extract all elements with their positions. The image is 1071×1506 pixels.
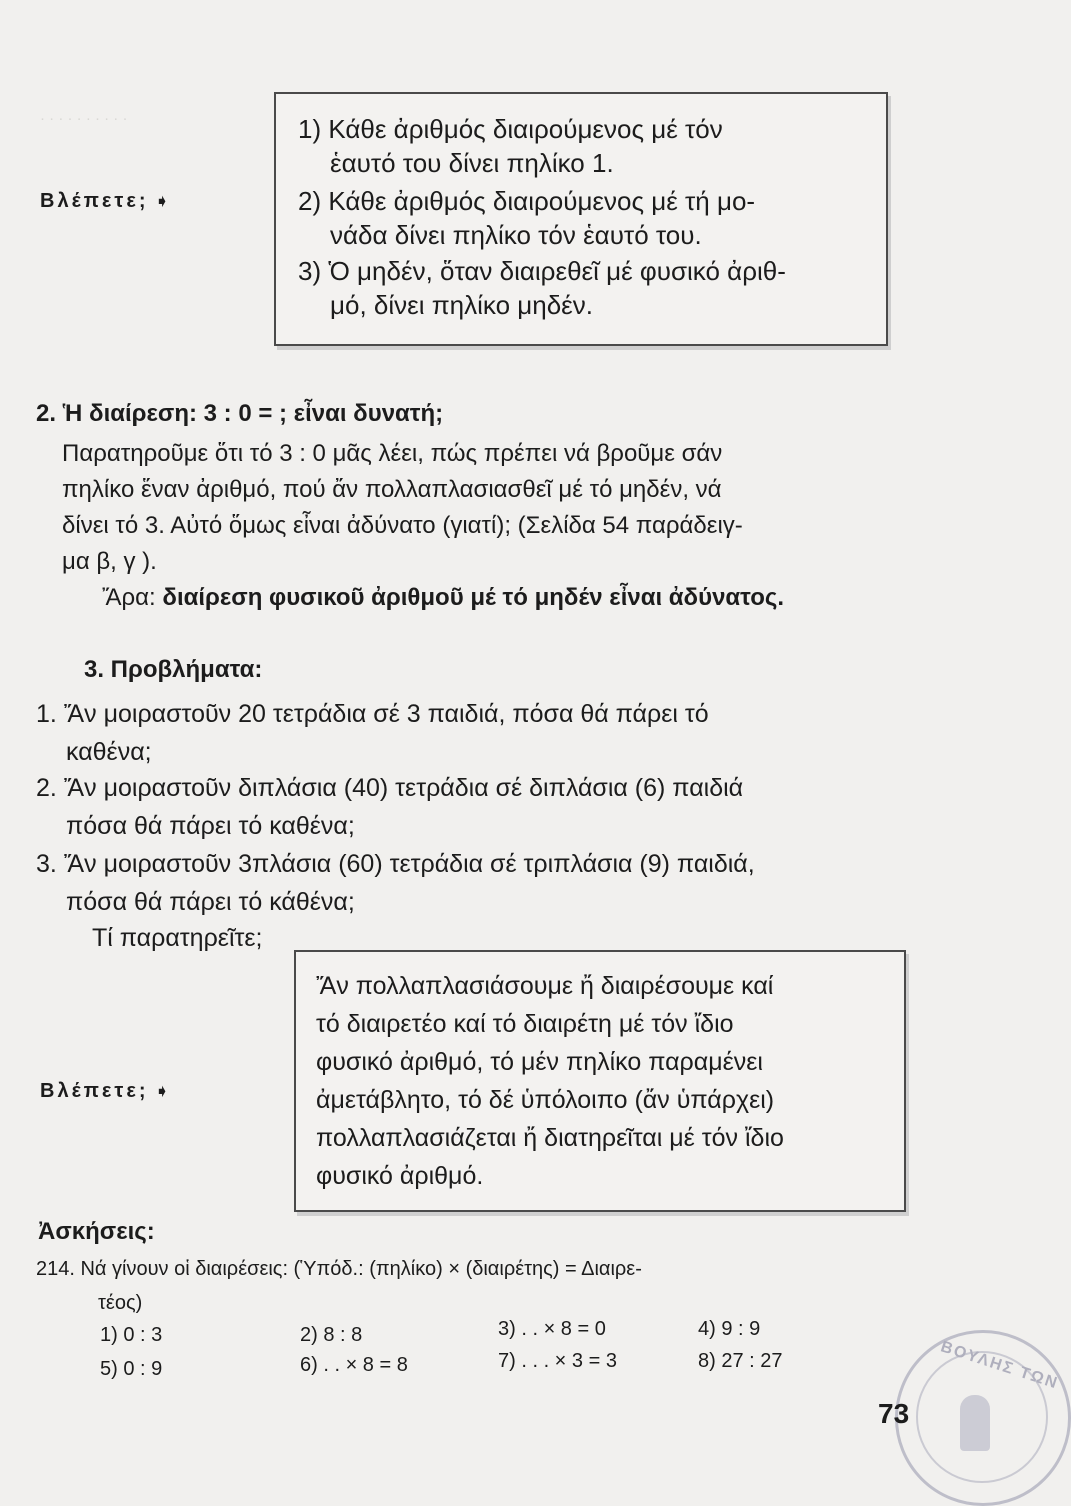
problem-1-line-2: καθένα; xyxy=(66,738,152,766)
problem-1-line-1: 1. Ἄν μοιραστοῦν 20 τετράδια σέ 3 παιδιά, πόσα θά πάρει τό xyxy=(36,700,709,728)
problem-3-line-1: 3. Ἄν μοιραστοῦν 3πλάσια (60) τετράδια σέ τριπλάσια (9) παιδιά, xyxy=(36,850,755,878)
rule-box-1 xyxy=(274,92,888,346)
rule-3-line-2: μό, δίνει πηλίκο μηδέν. xyxy=(330,290,593,320)
box-2-line-3: φυσικό ἀριθμό, τό μέν πηλίκο παραμένει xyxy=(316,1048,763,1076)
see-label-2-text: Βλέπετε; xyxy=(40,1080,149,1102)
section-2-heading: 2. Ἡ διαίρεση: 3 : 0 = ; εἶναι δυνατή; xyxy=(36,400,444,427)
rule-1-line-1: 1) Κάθε ἀριθμός διαιρούμενος μέ τόν xyxy=(298,114,723,144)
exercise-item: 8) 27 : 27 xyxy=(698,1350,783,1372)
problem-2-line-1: 2. Ἄν μοιραστοῦν διπλάσια (40) τετράδια σέ διπλάσια (6) παιδιά xyxy=(36,774,744,802)
box-2-line-4: ἀμετάβλητο, τό δέ ὑπόλοιπο (ἄν ὑπάρχει) xyxy=(316,1086,775,1114)
rule-box-2 xyxy=(294,950,906,1212)
section-2-para-line-1: Παρατηροῦμε ὅτι τό 3 : 0 μᾶς λέει, πώς πρέπει νά βροῦμε σάν xyxy=(62,440,723,467)
exercise-item: 6) . . × 8 = 8 xyxy=(300,1354,408,1376)
exercise-item: 1) 0 : 3 xyxy=(100,1324,163,1346)
exercise-214-line-2: τέος) xyxy=(98,1292,143,1314)
section-2-para-line-3: δίνει τό 3. Αὐτό ὅμως εἶναι ἀδύνατο (γιατί); (Σελίδα 54 παράδειγ- xyxy=(62,512,743,539)
arrow-icon: ➧ xyxy=(154,191,173,211)
rule-2-line-2: νάδα δίνει πηλίκο τόν ἑαυτό του. xyxy=(330,220,702,250)
conclusion-prefix: Ἄρα: xyxy=(102,584,163,611)
see-label-1-text: Βλέπετε; xyxy=(40,190,149,212)
arrow-icon: ➧ xyxy=(154,1081,173,1101)
rule-3-line-1: 3) Ὁ μηδέν, ὅταν διαιρεθεῖ μέ φυσικό ἀριθ- xyxy=(298,256,786,286)
exercise-item: 7) . . . × 3 = 3 xyxy=(498,1350,617,1372)
box-2-line-5: πολλαπλασιάζεται ἤ διατηρεῖται μέ τόν ἴδιο xyxy=(316,1124,784,1152)
box-2-line-6: φυσικό ἀριθμό. xyxy=(316,1162,484,1190)
stamp-text: ΒΟΥΛΗΣ ΤΩΝ xyxy=(938,1338,1061,1393)
exercise-item: 3) . . × 8 = 0 xyxy=(498,1318,606,1340)
problem-3-line-2: πόσα θά πάρει τό κάθένα; xyxy=(66,888,355,916)
see-label-2 xyxy=(40,1080,173,1103)
section-3-heading: 3. Προβλήματα: xyxy=(84,656,263,683)
box-2-line-2: τό διαιρετέο καί τό διαιρέτη μέ τόν ἴδιο xyxy=(316,1010,734,1038)
rule-1-line-2: ἑαυτό του δίνει πηλίκο 1. xyxy=(330,148,614,178)
section-2-para-line-4: μα β, γ ). xyxy=(62,548,157,575)
page-number: 73 xyxy=(878,1398,910,1429)
exercise-item: 5) 0 : 9 xyxy=(100,1358,163,1380)
question-text: Τί παρατηρεῖτε; xyxy=(92,924,263,952)
exercise-item: 4) 9 : 9 xyxy=(698,1318,761,1340)
section-2-conclusion xyxy=(102,584,784,612)
exercises-heading: Ἀσκήσεις: xyxy=(38,1218,155,1245)
section-2-para-line-2: πηλίκο ἕναν ἀριθμό, πού ἄν πολλαπλασιασθεῖ μέ τό μηδέν, νά xyxy=(62,476,722,503)
stamp-figure-icon xyxy=(960,1395,990,1451)
exercise-214-line-1: 214. Νά γίνουν οἱ διαιρέσεις: (Ὑπόδ.: (πηλίκο) × (διαιρέτης) = Διαιρε- xyxy=(36,1258,642,1280)
rule-2-line-1: 2) Κάθε ἀριθμός διαιρούμενος μέ τή μο- xyxy=(298,186,756,216)
problem-2-line-2: πόσα θά πάρει τό καθένα; xyxy=(66,812,355,840)
see-label-1 xyxy=(40,190,173,213)
library-stamp xyxy=(895,1330,1071,1506)
conclusion-bold: διαίρεση φυσικοῦ ἀριθμοῦ μέ τό μηδέν εἶναι ἀδύνατος. xyxy=(162,584,785,611)
box-2-line-1: Ἄν πολλαπλασιάσουμε ἤ διαιρέσουμε καί xyxy=(316,972,774,1000)
exercise-item: 2) 8 : 8 xyxy=(300,1324,363,1346)
